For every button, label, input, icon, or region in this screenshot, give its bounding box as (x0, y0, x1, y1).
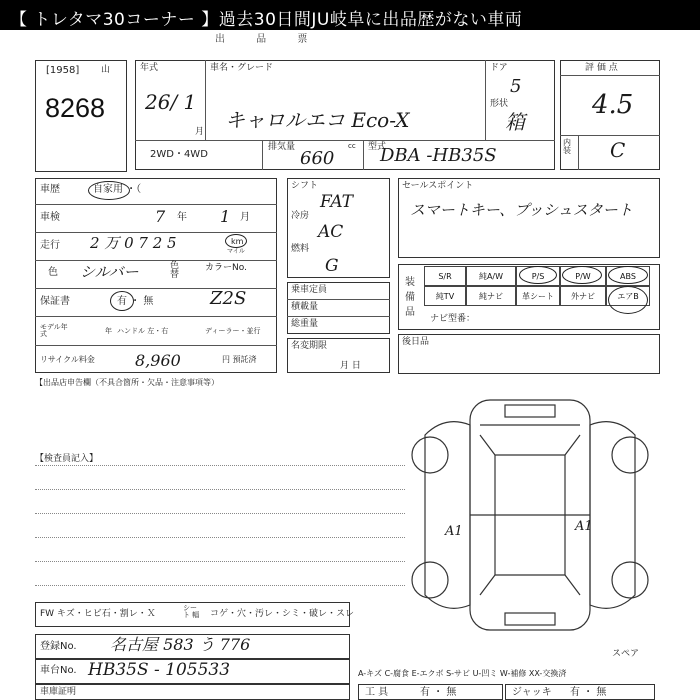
sub-header: 出 品 票 (215, 34, 322, 45)
kogu-value: 有 ・ 無 (420, 687, 457, 698)
label-sheet: シート 幅 (183, 604, 200, 619)
hw-year: 26/ 1 (145, 90, 197, 114)
label-sales: セールスポイント (402, 181, 474, 191)
equip-aw: 純A/W (466, 266, 516, 286)
jack-value: 有 ・ 無 (570, 687, 607, 698)
hw-shift: FAT (320, 192, 354, 212)
label-soko: 走行 (40, 240, 60, 251)
lot-prefix: 山 (101, 65, 111, 75)
label-sojuryo: 総重量 (291, 319, 319, 329)
car-diagram (405, 395, 655, 635)
equip-airbag: エアB (606, 286, 650, 306)
hw-doors: 5 (510, 76, 522, 97)
equip-pw: P/W (560, 266, 606, 286)
hw-shaken-month: 1 (220, 207, 231, 226)
label-recycle: リサイクル料金 (40, 355, 95, 364)
equip-leather: 革シート (516, 286, 560, 306)
equip-navi: 純ナビ (466, 286, 516, 306)
label-mile: マイル (227, 248, 245, 255)
equip-extnavi: 外ナビ (560, 286, 606, 306)
equip-abs: ABS (606, 266, 650, 286)
label-shareki: 車歴 (40, 184, 60, 195)
label-kogu: 工 具 (365, 687, 389, 698)
label-katashiki: 型式 (368, 142, 387, 152)
label-score: 評 価 点 (585, 63, 618, 73)
label-shamei: 車名・グレード (210, 63, 274, 73)
hw-color: シルバー (80, 263, 139, 281)
label-nenshiki: 年式 (140, 63, 159, 73)
label-reibo: 冷房 (291, 211, 310, 221)
label-iro-change: 色替 (170, 261, 180, 280)
lot-tag: [1958] (46, 65, 80, 76)
hw-displacement: 660 (300, 148, 335, 169)
label-jack: ジャッキ (512, 687, 552, 698)
hw-score: 4.5 (592, 90, 634, 120)
label-katashiki-shape: 形状 (490, 99, 509, 109)
label-tsuki: 月 (195, 127, 205, 137)
hw-color-code: Z2S (210, 288, 247, 309)
label-model-nen: 年 (105, 327, 112, 335)
label-shaken-nen: 年 (177, 212, 187, 223)
hw-damage-left: A1 (445, 524, 463, 539)
label-nenryo: 燃料 (291, 244, 310, 254)
hosho-opts: 有 ・ 無 (117, 296, 154, 307)
label-model-year: モデル年式 (40, 323, 68, 338)
hw-shaken-year: 7 (155, 207, 166, 226)
hw-type: DBA -HB35S (380, 145, 497, 166)
label-toroku: 登録No. (40, 641, 77, 652)
label-shaken-tsuki: 月 (240, 212, 250, 223)
label-hosho: 保証書 (40, 296, 70, 307)
label-drive: 2WD・4WD (150, 149, 208, 160)
damage-legend: A-キズ C-腐食 E-エクボ S-サビ U-凹ミ W-補修 XX-交換済 (358, 669, 567, 678)
label-sekisai: 積載量 (291, 302, 319, 312)
label-kojo: 後日品 (402, 337, 430, 347)
shareki-options: 自家用 ・（ (93, 184, 142, 195)
label-handle: ハンドル 左・右 (117, 327, 169, 335)
label-fw: FW キズ・ヒビ石・割レ・Ｘ (40, 609, 156, 619)
label-dealer: ディーラー・並行 (205, 327, 261, 335)
hw-registration: 名古屋 583 う 776 (110, 635, 251, 654)
hw-shape: 箱 (505, 110, 525, 134)
hw-sales: スマートキー、プッシュスタート (410, 201, 633, 219)
equip-tv: 純TV (424, 286, 466, 306)
label-cc: cc (348, 142, 356, 150)
label-shift: シフト (291, 181, 319, 191)
shatai-box (35, 684, 350, 700)
label-color-no: カラーNo. (205, 263, 247, 273)
lot-number: 8268 (45, 93, 106, 123)
label-haiki: 排気量 (268, 142, 296, 152)
label-navi: ナビ型番： (430, 314, 476, 324)
hw-aircon: AC (318, 222, 344, 242)
label-spare: スペア (612, 649, 640, 659)
label-meigi: 名変期限 (291, 341, 328, 351)
label-koge: コゲ・穴・汚レ・シミ・破レ・スレ (210, 609, 355, 619)
equip-ps: P/S (516, 266, 560, 286)
hw-mileage: 2 万 0 7 2 5 (90, 234, 177, 252)
label-shatai: 車庫証明 (40, 687, 77, 697)
banner-text: 【 トレタマ30コーナー 】過去30日間JU岐阜に出品歴がない車両 (10, 10, 523, 30)
hw-chassis: HB35S - 105533 (88, 660, 231, 680)
label-door: ドア (490, 63, 508, 73)
equip-sr: S/R (424, 266, 466, 286)
label-iro: 色 (48, 267, 58, 278)
label-naiso: 内装 (563, 138, 571, 155)
label-km: km (231, 237, 244, 246)
hw-model: キャロルエコ Eco-X (225, 108, 410, 132)
label-kensa: 【検査員記入】 (35, 454, 99, 464)
hw-interior: C (610, 138, 626, 162)
kojo-box (398, 334, 660, 374)
label-shaken: 車検 (40, 212, 60, 223)
hw-damage-right: A1 (575, 519, 593, 534)
hw-fuel: G (325, 256, 339, 276)
label-shuppinten: 【出品店申告欄（不具合箇所・欠品・注意事項等） (35, 378, 219, 387)
label-sobi: 装備品 (405, 277, 415, 318)
label-recycle-unit: 円 預託済 (222, 355, 257, 364)
label-tsuki-hi: 月 日 (340, 361, 361, 371)
label-joshateiin: 乗車定員 (291, 285, 328, 295)
label-shadai: 車台No. (40, 665, 77, 676)
hw-recycle: 8,960 (135, 351, 181, 370)
